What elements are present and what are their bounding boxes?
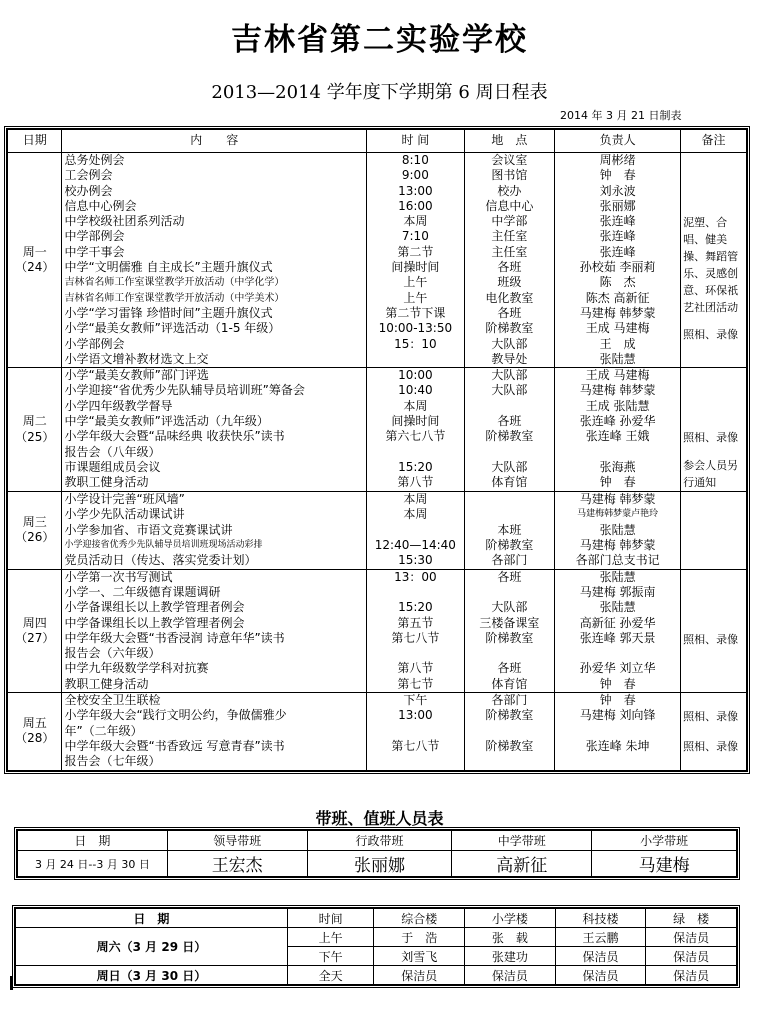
notes-cell: 照相、录像 xyxy=(681,569,747,692)
schedule-table xyxy=(7,129,747,771)
weekend-cell: 张建功 xyxy=(465,947,556,966)
duty-header-date: 日 期 xyxy=(18,831,168,851)
owner-cell: 钟 春 马建梅 刘向锋 张连峰 朱坤 xyxy=(555,693,681,770)
day-block-wednesday xyxy=(8,492,747,569)
owner-cell: 周彬绪 钟 春 刘永波 张丽娜 张连峰 张连峰 张连峰 孙校茹 李丽莉 陈 杰 陈杰 高新征 马建梅 韩梦蒙 王成 马建梅 王 成 张陆慧 xyxy=(555,153,681,368)
place-cell: 本班 阶梯教室 各部门 xyxy=(464,492,555,569)
weekend-row xyxy=(16,966,737,985)
duty-header-leader: 领导带班 xyxy=(167,831,307,851)
notes-cell xyxy=(681,492,747,569)
content-cell: 总务处例会 工会例会 校办例会 信息中心例会 中学校级社团系列活动 中学部例会 中学干事会 中学“文明儒雅 自主成长”主题升旗仪式 吉林省名师工作室课堂教学开放活动（中学化学） 吉林省名师工作室课堂教学开放活动（中学美术） 小学“学习雷锋 珍惜时间”主题升旗仪式 小学“最美女教师”评选活动（1-5 年级） 小学部例会 小学语文增补教材选文上交 xyxy=(62,153,367,368)
schedule-header-row xyxy=(8,130,747,153)
duty-table-title: 带班、值班人员表 xyxy=(315,809,444,828)
header-place: 地 点 xyxy=(464,130,555,153)
header-time: 时 间 xyxy=(367,130,464,153)
content-cell: 全校安全卫生联检 小学年级大会“践行文明公约，争做儒雅少 年”（二年级） 中学年级大会暨“书香致远 写意青春”读书 报告会（七年级） xyxy=(62,693,367,770)
weekend-header-b2: 小学楼 xyxy=(465,909,556,928)
weekend-table xyxy=(15,908,737,985)
weekend-day-saturday: 周六（3 月 29 日） xyxy=(16,928,288,966)
place-cell: 会议室 图书馆 校办 信息中心 中学部 主任室 主任室 各班 班级 电化教室 各班 阶梯教室 大队部 教导处 xyxy=(464,153,555,368)
weekend-cell: 刘雪飞 xyxy=(374,947,465,966)
duty-header-middle: 中学带班 xyxy=(452,831,592,851)
weekend-header-b1: 综合楼 xyxy=(374,909,465,928)
weekend-header-time: 时间 xyxy=(287,909,374,928)
time-cell: 8:10 9:00 13:00 16:00 本周 7:10 第二节 间操时间 上午 上午 第二节下课 10:00-13:50 15：10 xyxy=(367,153,464,368)
weekend-cell: 保洁员 xyxy=(646,928,737,947)
page-subtitle: 2013—2014 学年度下学期第 6 周日程表 xyxy=(211,82,548,103)
weekend-header-b4: 绿 楼 xyxy=(646,909,737,928)
duty-primary: 马建梅 xyxy=(592,851,737,877)
day-cell-friday: 周五 （28） xyxy=(8,693,62,770)
notes-cell: 泥塑、合唱、健美操、舞蹈管乐、灵感创意、环保祇艺社团活动 照相、录像 xyxy=(681,153,747,368)
schedule-table-frame xyxy=(4,126,750,774)
day-cell-monday: 周一 （24） xyxy=(8,153,62,368)
weekend-cell: 张 载 xyxy=(465,928,556,947)
owner-cell: 张陆慧 马建梅 郭振南 张陆慧 高新征 孙爱华 张连峰 郭天景 孙爱华 刘立华 钟 春 xyxy=(555,569,681,692)
weekend-header-row xyxy=(16,909,737,928)
text-cursor-icon xyxy=(10,976,13,990)
owner-cell: 王成 马建梅 马建梅 韩梦蒙 王成 张陆慧 张连峰 孙爱华 张连峰 王娥 张海燕 钟 春 xyxy=(555,368,681,492)
day-block-friday xyxy=(8,693,747,770)
notes-cell: 照相、录像 照相、录像 xyxy=(681,693,747,770)
time-cell: 10:00 10:40 本周 间操时间 第六七八节 15:20 第八节 xyxy=(367,368,464,492)
duty-middle: 高新征 xyxy=(452,851,592,877)
duty-date: 3 月 24 日--3 月 30 日 xyxy=(18,851,168,877)
weekend-cell: 保洁员 xyxy=(555,947,646,966)
date-note: 2014 年 3 月 21 日制表 xyxy=(560,109,682,122)
duty-header-row xyxy=(18,831,737,851)
weekend-cell: 保洁员 xyxy=(465,966,556,985)
duty-table-frame xyxy=(14,827,740,880)
day-cell-wednesday: 周三 （26） xyxy=(8,492,62,569)
day-block-monday xyxy=(8,153,747,368)
weekend-cell: 于 浩 xyxy=(374,928,465,947)
weekend-cell: 保洁员 xyxy=(646,966,737,985)
day-block-tuesday xyxy=(8,368,747,492)
time-cell: 本周 本周 12:40—14:40 15:30 xyxy=(367,492,464,569)
place-cell: 大队部 大队部 各班 阶梯教室 大队部 体育馆 xyxy=(464,368,555,492)
weekend-cell: 全天 xyxy=(287,966,374,985)
duty-row xyxy=(18,851,737,877)
weekend-cell: 保洁员 xyxy=(646,947,737,966)
duty-header-admin: 行政带班 xyxy=(307,831,452,851)
content-cell: 小学第一次书写测试 小学一、二年级德育课题调研 小学备课组长以上教学管理者例会 中学备课组长以上教学管理者例会 中学年级大会暨“书香浸润 诗意年华”读书 报告会（六年级） 中学九年级数学学科对抗赛 教职工健身活动 xyxy=(62,569,367,692)
page-title: 吉林省第二实验学校 xyxy=(231,22,528,58)
day-cell-tuesday: 周二 （25） xyxy=(8,368,62,492)
weekend-cell: 保洁员 xyxy=(555,966,646,985)
time-cell: 13：00 15:20 第五节 第七八节 第八节 第七节 xyxy=(367,569,464,692)
weekend-header-b3: 科技楼 xyxy=(555,909,646,928)
weekend-cell: 保洁员 xyxy=(374,966,465,985)
weekend-row xyxy=(16,928,737,947)
weekend-header-date: 日 期 xyxy=(16,909,288,928)
header-date: 日期 xyxy=(8,130,62,153)
place-cell: 各班 大队部 三楼备课室 阶梯教室 各班 体育馆 xyxy=(464,569,555,692)
time-cell: 下午 13:00 第七八节 xyxy=(367,693,464,770)
duty-admin: 张丽娜 xyxy=(307,851,452,877)
weekend-day-sunday: 周日（3 月 30 日） xyxy=(16,966,288,985)
day-block-thursday xyxy=(8,569,747,692)
weekend-table-frame xyxy=(12,905,740,988)
header-owner: 负责人 xyxy=(555,130,681,153)
header-content: 内 容 xyxy=(62,130,367,153)
day-cell-thursday: 周四 （27） xyxy=(8,569,62,692)
notes-cell: 照相、录像 参会人员另行通知 xyxy=(681,368,747,492)
weekend-cell: 王云鹏 xyxy=(555,928,646,947)
place-cell: 各部门 阶梯教室 阶梯教室 xyxy=(464,693,555,770)
header-notes: 备注 xyxy=(681,130,747,153)
content-cell: 小学“最美女教师”部门评选 小学迎接“省优秀少先队辅导员培训班”筹备会 小学四年级教学督导 中学“最美女教师”评选活动（九年级） 小学年级大会暨“品味经典 收获快乐”读书 报告会（八年级） 市课题组成员会议 教职工健身活动 xyxy=(62,368,367,492)
owner-cell: 马建梅 韩梦蒙 马建梅韩梦蒙卢艳玲 张陆慧 马建梅 韩梦蒙 各部门总支书记 xyxy=(555,492,681,569)
weekend-cell: 下午 xyxy=(287,947,374,966)
duty-leader: 王宏杰 xyxy=(167,851,307,877)
duty-header-primary: 小学带班 xyxy=(592,831,737,851)
content-cell: 小学设计完善“班风墙” 小学少先队活动课试讲 小学参加省、市语文竞赛课试讲 小学迎接省优秀少先队辅导员培训班现场活动彩排 党员活动日（传达、落实党委计划） xyxy=(62,492,367,569)
weekend-cell: 上午 xyxy=(287,928,374,947)
duty-table xyxy=(17,830,737,877)
